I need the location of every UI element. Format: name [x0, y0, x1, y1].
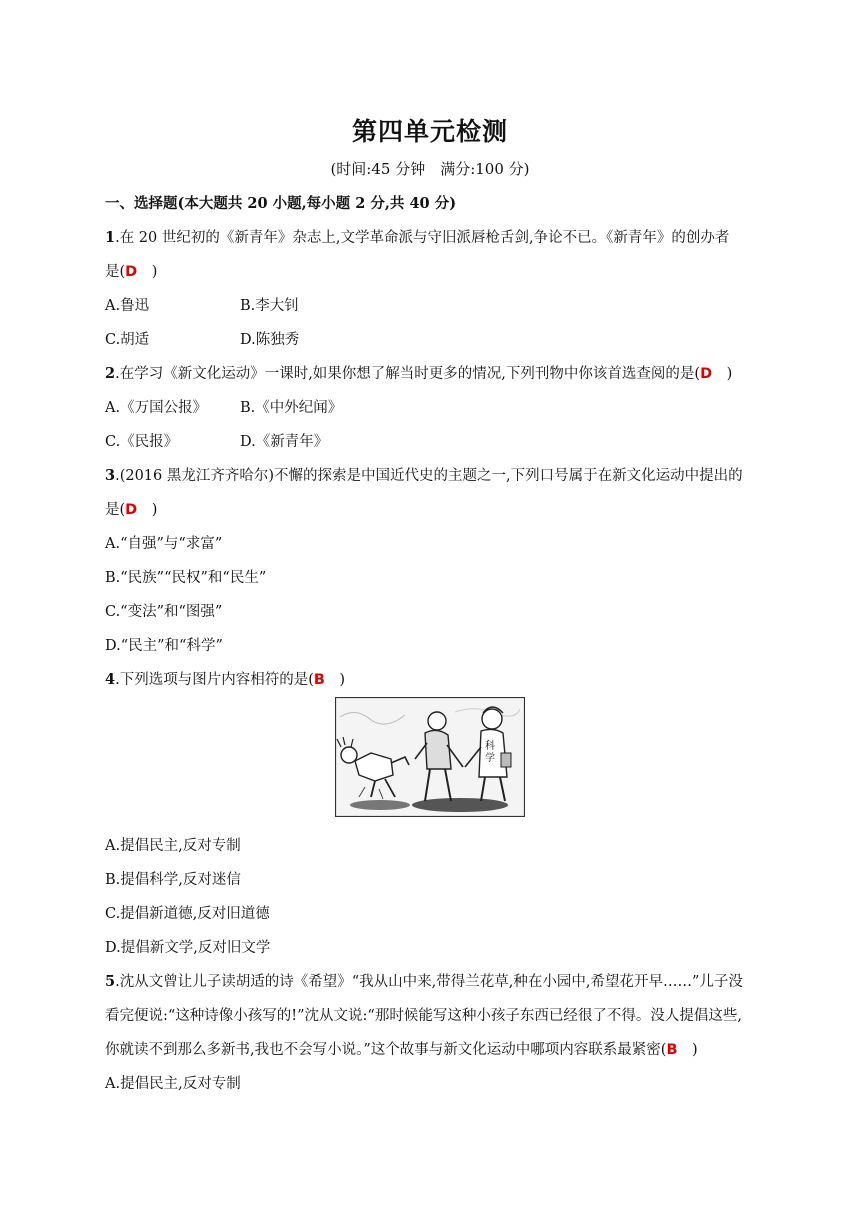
question-number: 2	[105, 365, 116, 382]
question-5-line-1: 5.沈从文曾让儿子读胡适的诗《希望》“我从山中来,带得兰花草,种在小园中,希望花开早……”儿子没	[105, 973, 743, 990]
option-b: B.《中外纪闻》	[240, 400, 343, 416]
question-number: 5	[105, 973, 116, 990]
answer-mark: D	[125, 502, 138, 518]
question-number: 3	[105, 467, 116, 484]
page-title: 第四单元检测	[351, 117, 508, 146]
question-1-line-2: 是(D )	[105, 264, 158, 280]
option-c: C.“变法”和“图强”	[105, 604, 223, 620]
option-a: A.鲁迅	[105, 298, 150, 314]
option-b: B.“民族”“民权”和“民生”	[105, 570, 267, 586]
option-d: D.“民主”和“科学”	[105, 638, 223, 654]
option-d: D.提倡新文学,反对旧文学	[105, 940, 271, 956]
answer-mark: B	[666, 1042, 678, 1058]
section-heading: 一、选择题(本大题共 20 小题,每小题 2 分,共 40 分)	[105, 195, 457, 212]
question-2-line-1: 2.在学习《新文化运动》一课时,如果你想了解当时更多的情况,下列刊物中你该首选查阅的是(D )	[105, 365, 733, 382]
answer-mark: D	[125, 264, 138, 280]
option-b: B.提倡科学,反对迷信	[105, 872, 241, 888]
question-3-line-2: 是(D )	[105, 502, 158, 518]
question-5-line-2: 看完便说:“这种诗像小孩写的!”沈从文说:“那时候能写这种小孩子东西已经很了不得。没人提倡这些,	[105, 1008, 742, 1024]
cartoon-image	[335, 697, 525, 817]
svg-text:学: 学	[485, 753, 495, 764]
svg-text:科: 科	[485, 741, 495, 752]
question-4-line-1: 4.下列选项与图片内容相符的是(B )	[105, 671, 346, 688]
answer-mark: B	[313, 672, 325, 688]
question-number: 1	[105, 229, 116, 246]
option-a: A.《万国公报》	[105, 400, 208, 416]
question-5-line-3: 你就读不到那么多新书,我也不会写小说。”这个故事与新文化运动中哪项内容联系最紧密(B )	[105, 1042, 698, 1058]
option-a: A.“自强”与“求富”	[105, 536, 223, 552]
answer-mark: D	[700, 366, 713, 382]
question-3-line-1: 3.(2016 黑龙江齐齐哈尔)不懈的探索是中国近代史的主题之一,下列口号属于在新文化运动中提出的	[105, 467, 743, 484]
option-c: C.《民报》	[105, 434, 179, 450]
question-number: 4	[105, 671, 116, 688]
option-c: C.胡适	[105, 332, 150, 348]
option-b: B.李大钊	[240, 298, 299, 314]
option-d: D.《新青年》	[240, 434, 329, 450]
option-a: A.提倡民主,反对专制	[105, 1076, 241, 1092]
option-a: A.提倡民主,反对专制	[105, 838, 241, 854]
option-d: D.陈独秀	[240, 332, 300, 348]
question-1-line-1: 1.在 20 世纪初的《新青年》杂志上,文学革命派与守旧派唇枪舌剑,争论不已。《新青年》的创办者	[105, 229, 730, 246]
option-c: C.提倡新道德,反对旧道德	[105, 906, 270, 922]
exam-info: (时间:45 分钟 满分:100 分)	[330, 160, 530, 178]
